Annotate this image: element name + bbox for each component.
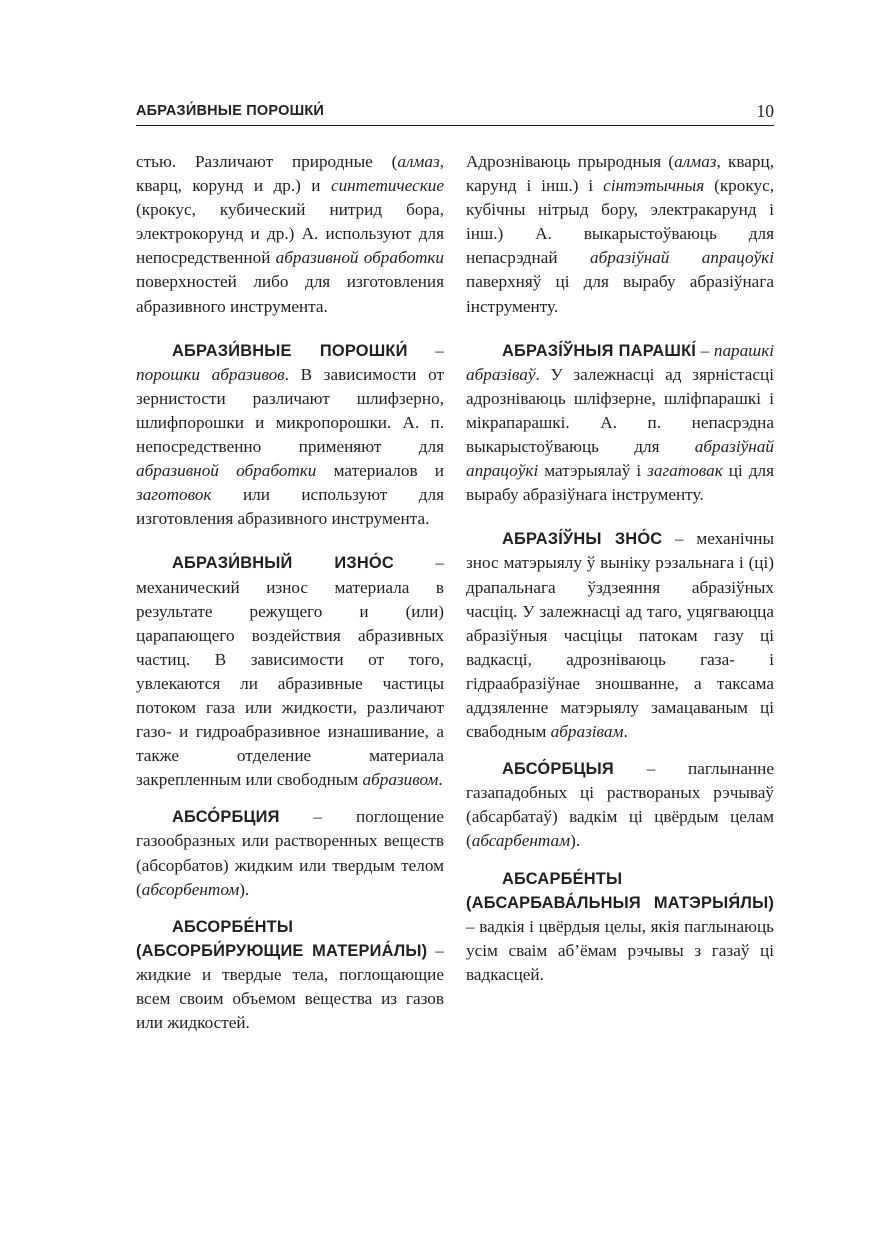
running-header-title: АБРАЗИ́ВНЫЕ ПОРОШКИ́	[136, 103, 325, 119]
headword: АБСОРБЕ́НТЫ (АБСОРБИ́РУЮЩИЕ МАТЕРИА́ЛЫ)	[136, 917, 428, 960]
entry-absorption-be: АБСО́РБЦЫЯ – паглынанне газападобных ці раствораных рэчываў (абсарбатаў) вадкім ці цвёрдым целам (абсарбентам).	[466, 759, 774, 851]
entry-continuation-be: Адрозніваюць прыродныя (алмаз, кварц, карунд і інш.) і сінтэтычныя (крокус, кубічны нітрыд бору, электракарунд і інш.) А. выкарыстоўваюць для непасрэднай абразіўнай апрацоўкі паверхняў ці для вырабу абразіўнага інструменту.	[466, 152, 774, 316]
entry-abrasive-powders-ru: АБРАЗИ́ВНЫЕ ПОРОШКИ́ – порошки абразивов. В зависимости от зернистости различают шлифзерно, шлифпорошки и микропорошки. А. п. непосредственно применяют для абразивной обработки материалов и заготовок или используют для изготовления абразивного инструмента.	[136, 340, 444, 529]
headword: АБСО́РБЦЫЯ	[502, 760, 614, 779]
entry-absorbents-ru: АБСОРБЕ́НТЫ (АБСОРБИ́РУЮЩИЕ МАТЕРИА́ЛЫ) – жидкие и твердые тела, поглощающие всем своим объемом вещества из газов или жидкостей.	[136, 917, 444, 1033]
headword: АБСО́РБЦИЯ	[172, 808, 280, 827]
russian-column	[136, 150, 444, 1035]
page-number: 10	[756, 101, 774, 121]
headword: АБРАЗІ́ЎНЫ ЗНО́С	[502, 530, 663, 549]
headword: АБСАРБЕ́НТЫ (АБСАРБАВА́ЛЬНЫЯ МАТЭРЫЯ́ЛЫ)	[466, 869, 774, 912]
entry-abrasive-wear-ru: АБРАЗИ́ВНЫЙ ИЗНО́С – механический износ материала в результате режущего и (или) царапающего воздействия абразивных частиц. В зависимости от того, увлекаются ли абразивные частицы потоком газа или жидкости, различают газо- и гидроабразивное изнашивание, а также отделение материала закрепленным или свободным абразивом.	[136, 553, 444, 790]
entry-continuation-ru: стью. Различают природные (алмаз, кварц, корунд и др.) и синтетические (крокус, кубический нитрид бора, электрокорунд и др.) А. используют для непосредственной абразивной обработки поверхностей либо для изготовления абразивного инструмента.	[136, 152, 445, 316]
entry-abrasive-powders-be: АБРАЗІ́ЎНЫЯ ПАРАШКІ́ – парашкі абразіваў. У залежнасці ад зярністасці адрозніваюць шліфзерне, шліфпарашкі і мікрапарашкі. А. п. непасрэдна выкарыстоўваюць для абразіўнай апрацоўкі матэрыялаў і загатовак ці для вырабу абразіўнага інструменту.	[466, 340, 775, 505]
running-header	[136, 103, 774, 126]
entry-absorbents-be: АБСАРБЕ́НТЫ (АБСАРБАВА́ЛЬНЫЯ МАТЭРЫЯ́ЛЫ) – вадкія і цвёрдыя целы, якія паглынаюць усім сваім аб’ёмам рэчывы з газаў ці вадкасцей.	[466, 869, 774, 984]
headword: АБРАЗИ́ВНЫЙ ИЗНО́С	[172, 554, 394, 573]
headword: АБРАЗІ́ЎНЫЯ ПАРАШКІ́	[502, 341, 697, 360]
entry-abrasive-wear-be: АБРАЗІ́ЎНЫ ЗНО́С – механічны знос матэрыялу ў выніку рэзальнага і (ці) драпальнага ўздзеяння абразіўных часціц. У залежнасці ад таго, уцягваюцца абразіўныя часціцы патокам газу ці вадкасці, адрозніваюць газа- і гідраабразіўнае зношванне, а таксама аддзяленне матэрыялу замацаваным ці свабодным абразівам.	[466, 529, 774, 742]
belarusian-column	[466, 150, 774, 987]
headword: АБРАЗИ́ВНЫЕ ПОРОШКИ́	[172, 341, 408, 360]
entry-absorption-ru: АБСО́РБЦИЯ – поглощение газообразных или растворенных веществ (абсорбатов) жидким или твердым телом (абсорбентом).	[136, 807, 444, 899]
